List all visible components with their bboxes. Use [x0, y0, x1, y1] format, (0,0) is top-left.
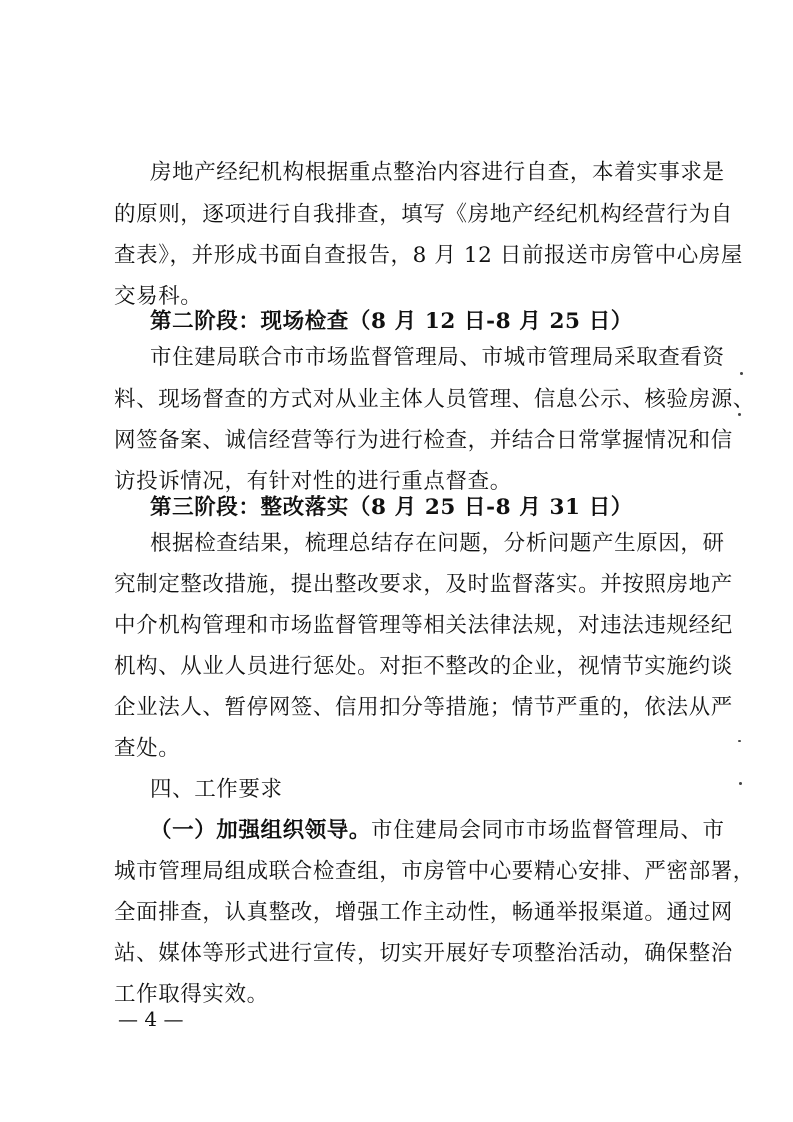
- paragraph-line: 料、现场督查的方式对从业主体人员管理、信息公示、核验房源、: [114, 387, 755, 412]
- paragraph-line: 交易科。: [114, 284, 203, 309]
- paragraph-line: 网签备案、诚信经营等行为进行检查，并结合日常掌握情况和信: [114, 428, 733, 453]
- paragraph-line: 企业法人、暂停网签、信用扣分等措施；情节严重的，依法从严: [114, 695, 733, 720]
- scan-speck: [738, 413, 741, 416]
- paragraph-line: 工作取得实效。: [114, 982, 269, 1007]
- paragraph-line: 站、媒体等形式进行宣传，切实开展好专项整治活动，确保整治: [114, 941, 733, 966]
- section-heading: 第三阶段：整改落实（8 月 25 日-8 月 31 日）: [150, 495, 633, 520]
- section-heading: 第二阶段：现场检查（8 月 12 日-8 月 25 日）: [150, 309, 633, 334]
- paragraph-line: 中介机构管理和市场监督管理等相关法律法规，对违法违规经纪: [114, 613, 733, 638]
- paragraph-line: 的原则，逐项进行自我排查，填写《房地产经纪机构经营行为自: [114, 202, 733, 227]
- paragraph-line: 城市管理局组成联合检查组，市房管中心要精心安排、严密部署，: [114, 859, 755, 884]
- scan-speck: [740, 372, 743, 375]
- paragraph-line: 访投诉情况，有针对性的进行重点督查。: [114, 469, 512, 494]
- paragraph-line: 房地产经纪机构根据重点整治内容进行自查，本着实事求是: [150, 160, 725, 185]
- section-heading: 四、工作要求: [150, 777, 283, 802]
- paragraph-line: 市住建局联合市市场监督管理局、市城市管理局采取查看资: [150, 345, 725, 370]
- scan-speck: [739, 782, 742, 785]
- scan-speck: [738, 740, 741, 742]
- paragraph-line: 根据检查结果，梳理总结存在问题，分析问题产生原因，研: [150, 531, 725, 556]
- page-number: — 4 —: [118, 1007, 184, 1031]
- subsection-lead: （一）加强组织领导。: [150, 818, 372, 843]
- paragraph-text: 市住建局会同市市场监督管理局、市: [371, 818, 725, 843]
- paragraph-line: 究制定整改措施，提出整改要求，及时监督落实。并按照房地产: [114, 572, 733, 597]
- paragraph-line: 全面排查，认真整改，增强工作主动性，畅通举报渠道。通过网: [114, 900, 733, 925]
- paragraph-line: [0, 811, 793, 851]
- paragraph-line: 查表》，并形成书面自查报告，8 月 12 日前报送市房管中心房屋: [114, 243, 743, 268]
- paragraph-line: 查处。: [114, 736, 181, 761]
- paragraph-line: 机构、从业人员进行惩处。对拒不整改的企业，视情节实施约谈: [114, 654, 733, 679]
